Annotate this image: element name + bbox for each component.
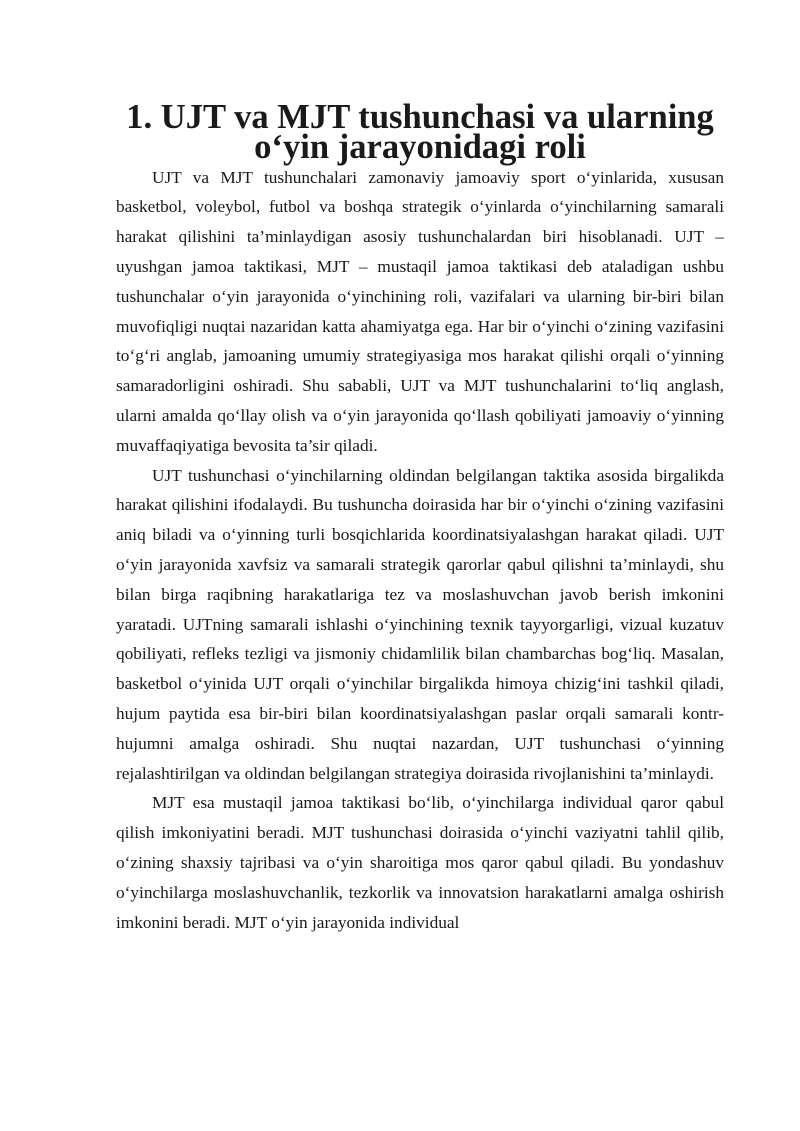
paragraph-3: MJT esa mustaqil jamoa taktikasi bo‘lib, o‘yinchilarga individual qaror qabul qilish imkoniyatini beradi. MJT tushunchasi doirasida o‘yinchi vaziyatni tahlil qilib, o‘zining shaxsiy tajribasi va o‘yin sharoitiga mos qaror qabul qiladi. Bu yondashuv o‘yinchilarga moslashuvchanlik, tezkorlik va innovatsion harakatlarni amalga oshirish imkonini beradi. MJT o‘yin jarayonida individual — [116, 793, 724, 932]
paragraph-2: UJT tushunchasi o‘yinchilarning oldindan belgilangan taktika asosida birgalikda harakat qilishini ifodalaydi. Bu tushuncha doirasida har bir o‘yinchi o‘zining vazifasini aniq biladi va o‘yinning turli bosqichlarida koordinatsiyalashgan harakat qiladi. UJT o‘yin jarayonida xavfsiz va samarali strategik qarorlar qabul qilishni ta’minlaydi, shu bilan birga raqibning harakatlariga tez va moslashuvchan javob berish imkonini yaratadi. UJTning samarali ishlashi o‘yinchining texnik tayyorgarligi, vizual kuzatuv qobiliyati, refleks tezligi va jismoniy chidamlilik bilan chambarchas bog‘liq. Masalan, basketbol o‘yinida UJT orqali o‘yinchilar birgalikda himoya chizig‘ini tashkil qiladi, hujum paytida esa bir-biri bilan koordinatsiyalashgan paslar orqali samarali kontr-hujumni amalga oshiradi. Shu nuqtai nazardan, UJT tushunchasi o‘yinning rejalashtirilgan va oldindan belgilangan strategiya doirasida rivojlanishini ta’minlaydi. — [116, 465, 724, 783]
paragraph-1: UJT va MJT tushunchalari zamonaviy jamoaviy sport o‘yinlarida, xususan basketbol, voleybol, futbol va boshqa strategik o‘yinlarda o‘yinchilarning samarali harakat qilishini ta’minlaydigan asosiy tushunchalardan biri hisoblanadi. UJT – uyushgan jamoa taktikasi, MJT – mustaqil jamoa taktikasi deb ataladigan ushbu tushunchalar o‘yin jarayonida o‘yinchining roli, vazifalari va ularning bir-biri bilan muvofiqligi nuqtai nazaridan katta ahamiyatga ega. Har bir o‘yinchi o‘zining vazifasini to‘g‘ri anglab, jamoaning umumiy strategiyasiga mos harakat qilishi orqali o‘yinning samaradorligini oshiradi. Shu sababli, UJT va MJT tushunchalarini to‘liq anglash, ularni amalda qo‘llay olish va o‘yin jarayonida qo‘llash qobiliyati jamoaviy o‘yinning muvaffaqiyatiga bevosita ta’sir qiladi. — [116, 167, 724, 455]
document-page — [116, 98, 724, 937]
section-heading: 1. UJT va MJT tushunchasi va ularning o‘yin jarayonidagi roli — [126, 98, 714, 166]
